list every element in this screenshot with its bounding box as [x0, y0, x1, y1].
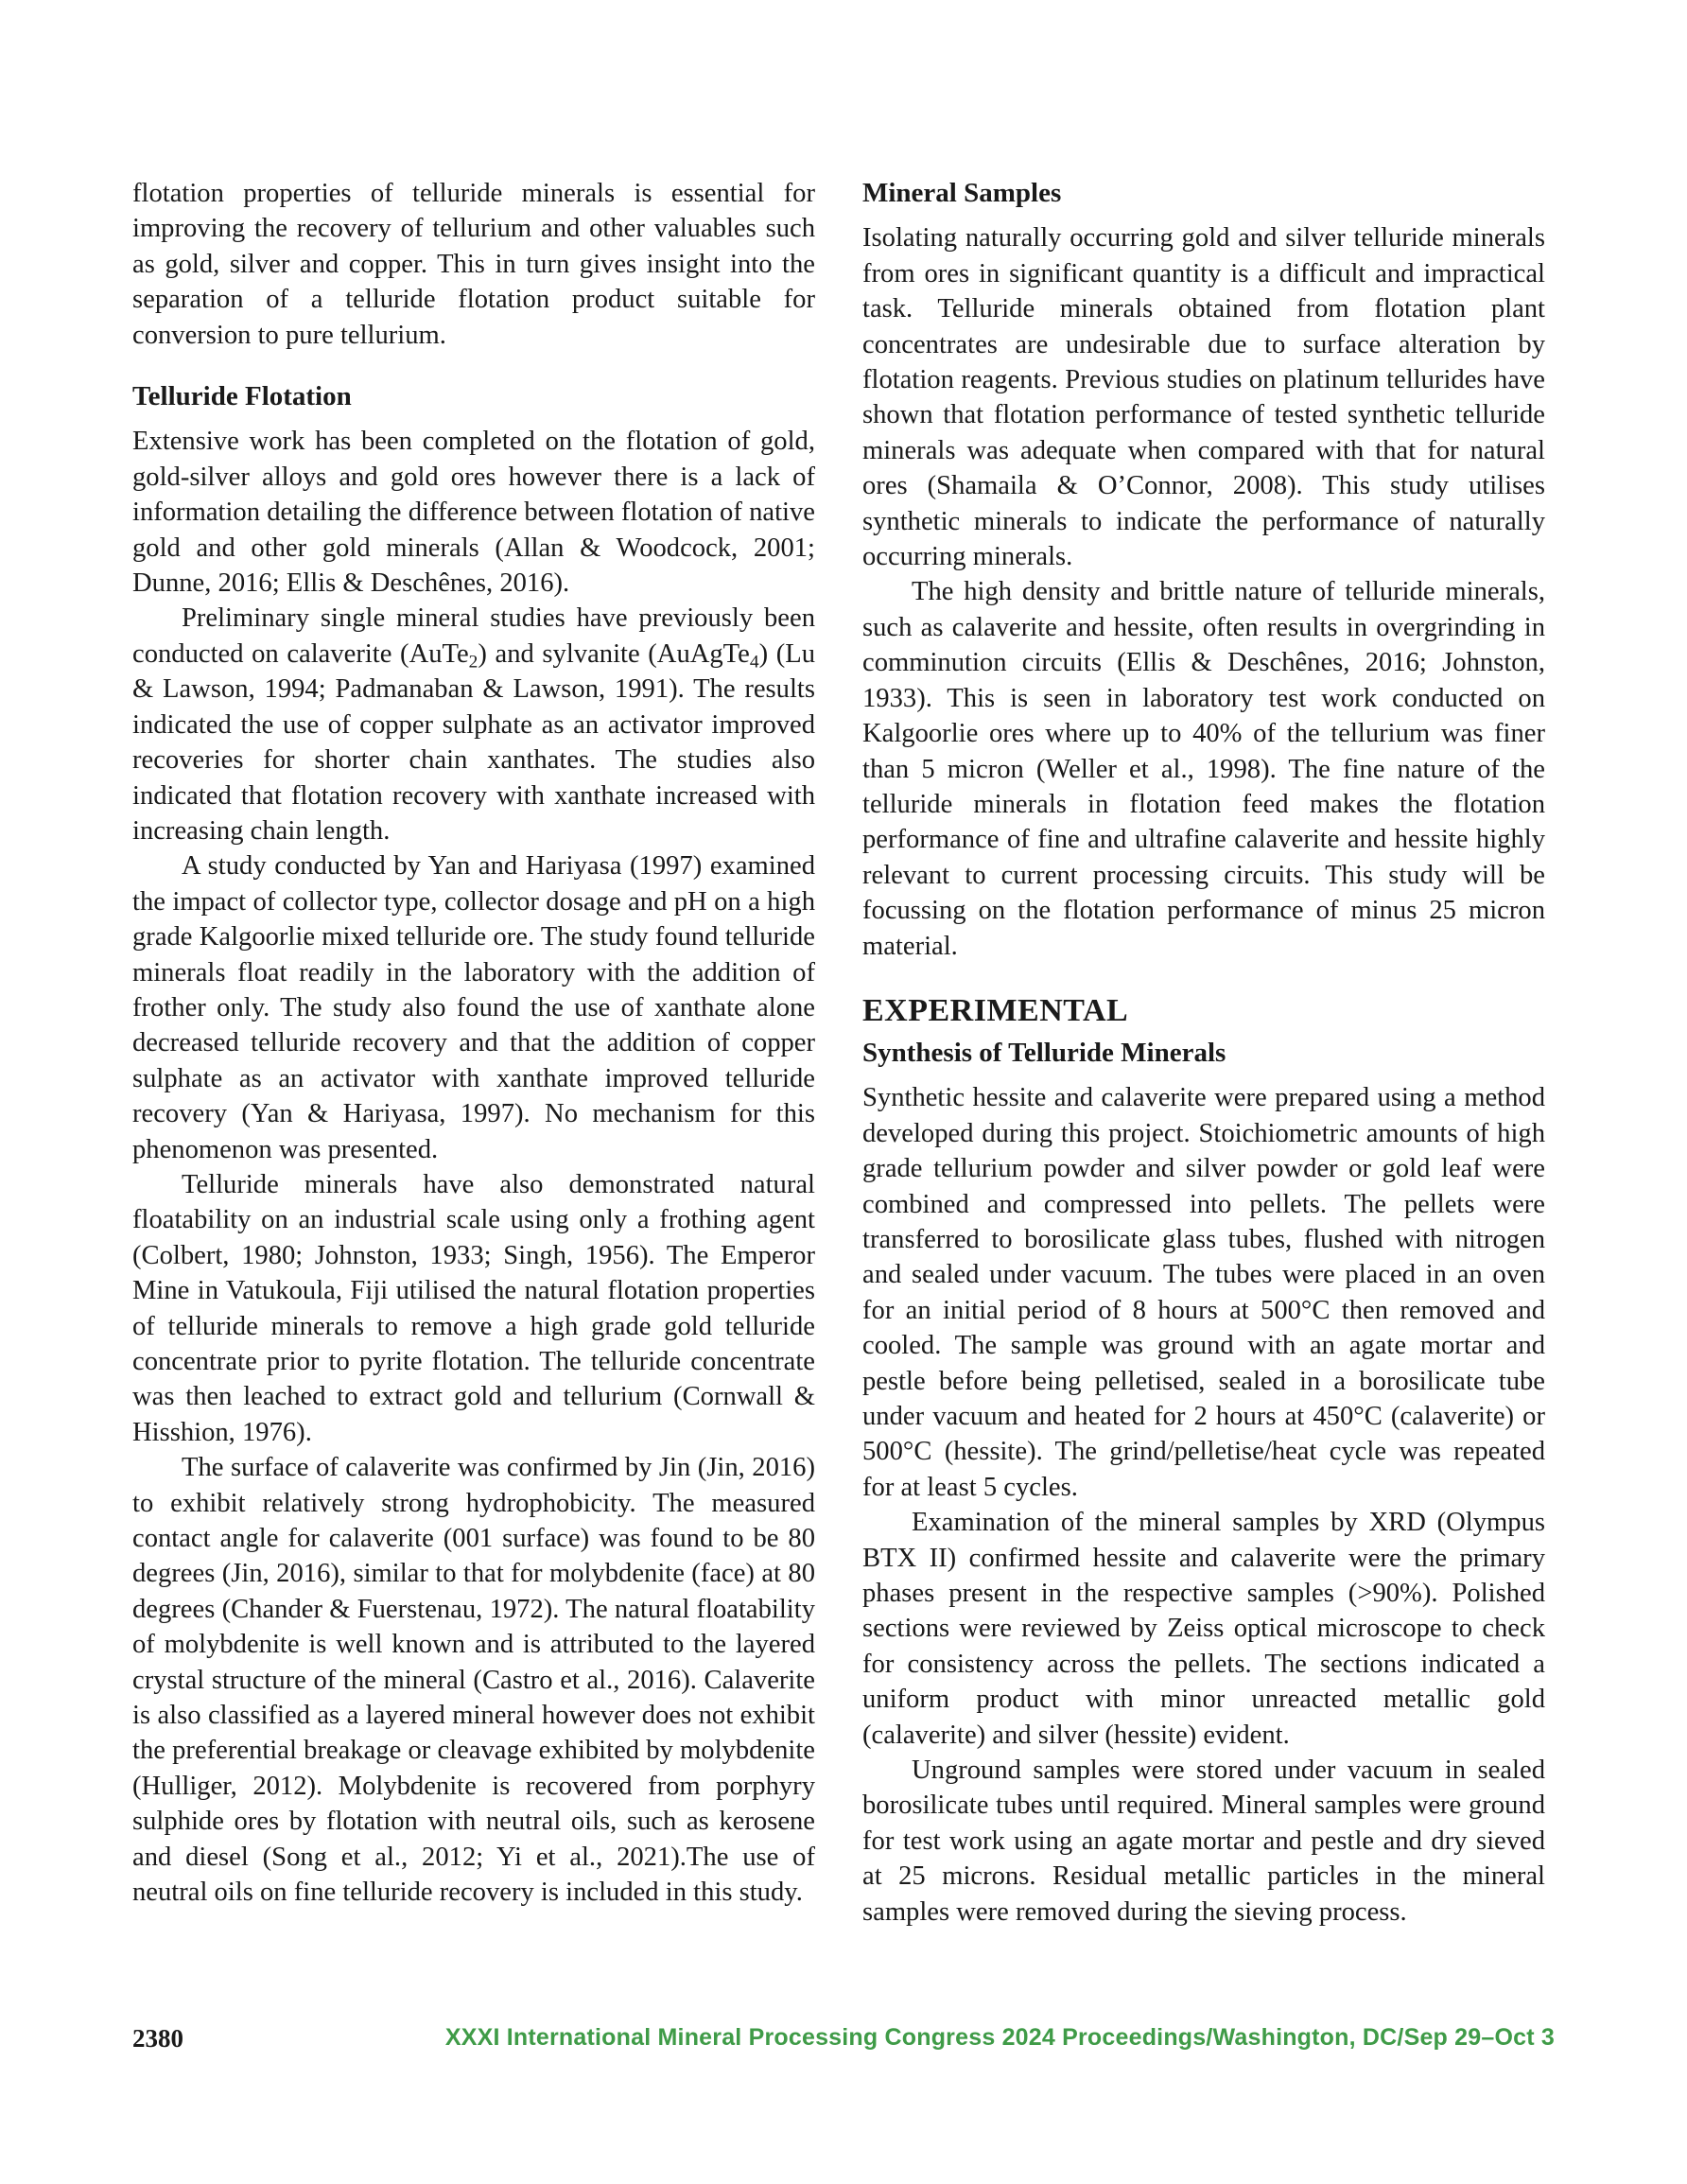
heading-mineral-samples: Mineral Samples	[862, 178, 1062, 208]
paragraph-yan-hariyasa: A study conducted by Yan and Hariyasa (1997) examined the impact of collector type, collector dosage and pH on a high grade Kalgoorlie mixed telluride ore. The study found telluride minerals float readily in the laboratory with the addition of frother only. The study also found the use of xanthate alone decreased telluride recovery and that the addition of copper sulphate as an activator with xanthate improved telluride recovery (Yan & Hariyasa, 1997). No mechanism for this phenomenon was presented.	[132, 851, 815, 1164]
heading-synthesis: Synthesis of Telluride Minerals	[862, 1037, 1226, 1068]
paragraph-single-mineral-studies: Preliminary single mineral studies have previously been conducted on calaverite (AuTe$_2$) and sylvanite (AuAgTe$_4$) (Lu & Lawson, 1994; Padmanaban & Lawson, 1991). The results indicated the use of copper sulphate as an activator improved recoveries for shorter chain xanthates. The studies also indicated that flotation recovery with xanthate increased with increasing chain length.	[132, 603, 815, 846]
page-number: 2380	[132, 2024, 183, 2053]
page-footer	[132, 2024, 1555, 2062]
paragraph-xrd-examination: Examination of the mineral samples by XRD (Olympus BTX II) confirmed hessite and calaverite were the primary phases present in the respective samples (>90%). Polished sections were reviewed by Zeiss optical microscope to check for consistency across the pellets. The sections indicated a uniform product with minor unreacted metallic gold (calaverite) and silver (hessite) evident.	[862, 1508, 1545, 1750]
conference-title: XXXI International Mineral Processing Congress 2024 Proceedings/Washington, DC/Sep 29–Oct 3	[444, 2024, 1555, 2051]
paragraph-natural-floatability: Telluride minerals have also demonstrated natural floatability on an industrial scale using only a frothing agent (Colbert, 1980; Johnston, 1933; Singh, 1956). The Emperor Mine in Vatukoula, Fiji utilised the natural flotation properties of telluride minerals to remove a high grade gold telluride concentrate prior to pyrite flotation. The telluride concentrate was then leached to extract gold and tellurium (Cornwall & Hisshion, 1976).	[132, 1169, 815, 1447]
paragraph-calaverite-surface: The surface of calaverite was confirmed by Jin (Jin, 2016) to exhibit relatively strong hydrophobicity. The measured contact angle for calaverite (001 surface) was found to be 80 degrees (Jin, 2016), similar to that for molybdenite (face) at 80 degrees (Chander & Fuerstenau, 1972). The natural floatability of molybdenite is well known and is attributed to the layered crystal structure of the mineral (Castro et al., 2016). Calaverite is also classified as a layered mineral however does not exhibit the preferential breakage or cleavage exhibited by molybdenite (Hulliger, 2012). Molybdenite is recovered from porphyry sulphide ores by flotation with neutral oils, such as kerosene and diesel (Song et al., 2012; Yi et al., 2021).The use of neutral oils on fine telluride recovery is included in this study.	[132, 1453, 815, 1908]
intro-paragraph: flotation properties of telluride minerals is essential for improving the recovery of tellurium and other valuables such as gold, silver and copper. This in turn gives insight into the separation of a telluride flotation product suitable for conversion to pure tellurium.	[132, 179, 815, 350]
paragraph-isolating-minerals: Isolating naturally occurring gold and silver telluride minerals from ores in significant quantity is a difficult and impractical task. Telluride minerals obtained from flotation plant concentrates are undesirable due to surface alteration by flotation reagents. Previous studies on platinum tellurides have shown that flotation performance of tested synthetic telluride minerals was adequate when compared with that for natural ores (Shamaila & O’Connor, 2008). This study utilises synthetic minerals to indicate the performance of naturally occurring minerals.	[862, 223, 1545, 572]
paragraph-flotation-gold: Extensive work has been completed on the flotation of gold, gold-silver alloys and gold ores however there is a lack of information detailing the difference between flotation of native gold and other gold minerals (Allan & Woodcock, 2001; Dunne, 2016; Ellis & Deschênes, 2016).	[132, 427, 815, 599]
paragraph-unground-samples: Unground samples were stored under vacuum in sealed borosilicate tubes until required. Mineral samples were ground for test work using an agate mortar and pestle and dry sieved at 25 microns. Residual metallic particles in the mineral samples were removed during the sieving process.	[862, 1756, 1545, 1927]
left-column	[132, 176, 815, 1911]
paragraph-synthesis-method: Synthetic hessite and calaverite were prepared using a method developed during this project. Stoichiometric amounts of high grade tellurium powder and silver powder or gold leaf were combined and compressed into pellets. The pellets were transferred to borosilicate glass tubes, flushed with nitrogen and sealed under vacuum. The tubes were placed in an oven for an initial period of 8 hours at 500°C then removed and cooled. The sample was ground with an agate mortar and pestle before being pelletised, sealed in a borosilicate tube under vacuum and heated for 2 hours at 450°C (calaverite) or 500°C (hessite). The grind/pelletise/heat cycle was repeated for at least 5 cycles.	[862, 1083, 1545, 1502]
right-column	[862, 176, 1545, 1930]
paragraph-high-density: The high density and brittle nature of telluride minerals, such as calaverite and hessite, often results in overgrinding in comminution circuits (Ellis & Deschênes, 2016; Johnston, 1933). This is seen in laboratory test work conducted on Kalgoorlie ores where up to 40% of the tellurium was finer than 5 micron (Weller et al., 1998). The fine nature of the telluride minerals in flotation feed makes the flotation performance of fine and ultrafine calaverite and hessite highly relevant to current processing circuits. This study will be focussing on the flotation performance of minus 25 micron material.	[862, 577, 1545, 961]
heading-experimental: EXPERIMENTAL	[862, 992, 1129, 1028]
heading-telluride-flotation: Telluride Flotation	[132, 381, 352, 412]
